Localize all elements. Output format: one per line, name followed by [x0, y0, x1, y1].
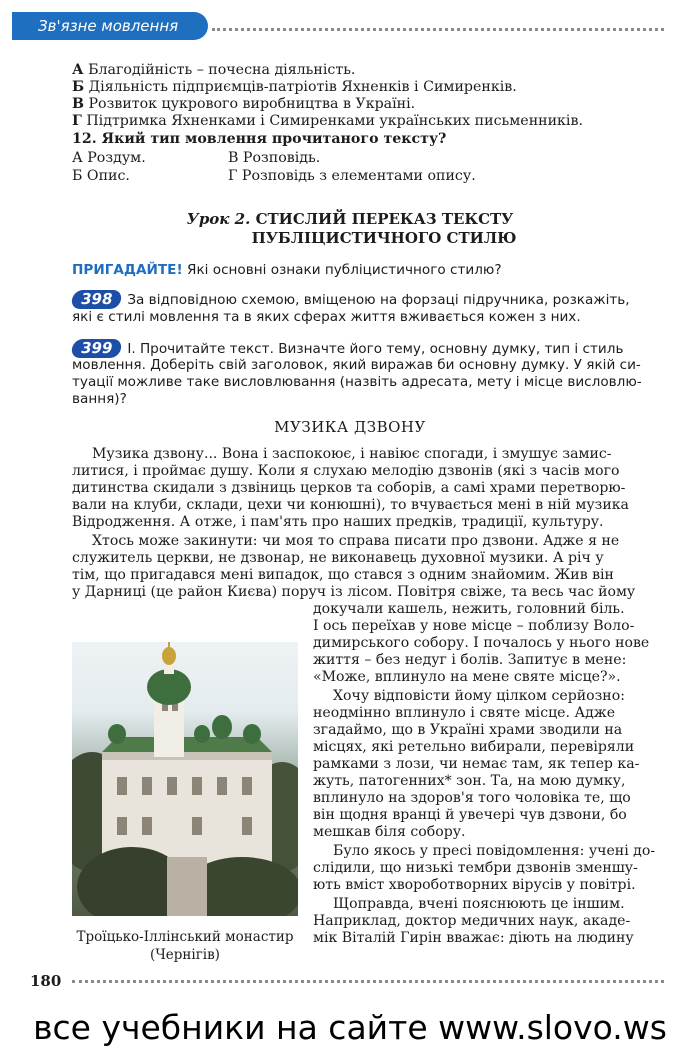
lesson-title-line1: Урок 2. СТИСЛИЙ ПЕРЕКАЗ ТЕКСТУ: [186, 210, 514, 228]
right-column-line: ють вміст хвороботворних вірусів у повітрі.: [313, 877, 636, 893]
exercise-399-line4: вання)?: [72, 391, 127, 407]
option-b: Б Діяльність підприємців-патріотів Яхненків і Симиренків.: [72, 79, 517, 95]
monastery-photo: [72, 642, 298, 916]
right-column-line: Хочу відповісти йому цілком серйозно:: [333, 688, 625, 704]
footer-dotted-rule: [72, 980, 664, 983]
remember-prompt: ПРИГАДАЙТЕ! Які основні ознаки публіцистичного стилю?: [72, 262, 502, 278]
right-column-line: Було якось у пресі повідомлення: учені до-: [333, 843, 656, 859]
right-column-line: Наприклад, доктор медичних наук, акаде-: [313, 913, 631, 929]
header-dotted-rule: [212, 28, 664, 31]
q12-option-b: Б Опис.: [72, 168, 130, 184]
exercise-399-line1: 399 І. Прочитайте текст. Визначте його тему, основну думку, тип і стиль: [72, 339, 623, 358]
photo-caption: Троїцько-Іллінський монастир (Чернігів): [76, 929, 294, 963]
para1-line: вали на клуби, склади, цехи чи конюшні), то вчувається мені в ній музика: [72, 497, 629, 513]
right-column-line: він щодня вранці й увечері чув дзвони, бо: [313, 807, 627, 823]
exercise-398-line1: 398 За відповідною схемою, вміщеною на форзаці підручника, розкажіть,: [72, 290, 630, 309]
para2-line: Хтось може закинути: чи моя то справа писати про дзвони. Адже я не: [92, 533, 620, 549]
exercise-398-number: 398: [70, 290, 123, 309]
text-title: МУЗИКА ДЗВОНУ: [274, 418, 426, 436]
right-column-line: згадаймо, що в Україні храми зводили на: [313, 722, 623, 738]
q12-option-g: Г Розповідь з елементами опису.: [228, 168, 476, 184]
option-a: А Благодійність – почесна діяльність.: [72, 62, 356, 78]
option-v: В Розвиток цукрового виробництва в Україні.: [72, 96, 416, 112]
right-column-line: І ось переїхав у нове місце – поблизу Воло-: [313, 618, 635, 634]
right-column-line: мешкав біля собору.: [313, 824, 466, 840]
para2-line: у Дарниці (це район Києва) поруч із лісом. Повітря свіже, та весь час йому: [72, 584, 636, 600]
right-column-line: слідили, що низькі тембри дзвонів зменшу-: [313, 860, 638, 876]
right-column-line: димирського собору. І почалось у нього нове: [313, 635, 650, 651]
right-column-line: мік Віталій Гирін вважає: діють на людину: [313, 930, 634, 946]
right-column-line: жуть, патогенних* зон. Та, на мою думку,: [313, 773, 626, 789]
exercise-399-number: 399: [70, 339, 123, 358]
right-column-line: рамками з лози, чи немає там, як тепер ка-: [313, 756, 640, 772]
section-header-band: [12, 12, 208, 40]
para2-line: служитель церкви, не дзвонар, не виконавець духовної музики. А річ у: [72, 550, 604, 566]
right-column-line: місцях, які ретельно вибирали, перевіряли: [313, 739, 635, 755]
right-column-line: Щоправда, вчені пояснюють це іншим.: [333, 896, 625, 912]
lesson-title-line2: ПУБЛІЦИСТИЧНОГО СТИЛЮ: [251, 229, 517, 247]
option-g: Г Підтримка Яхненками і Симиренками українських письменників.: [72, 113, 583, 129]
para1-line: Музика дзвону... Вона і заспокоює, і навіює спогади, і змушує замис-: [92, 446, 612, 462]
right-column-line: докучали кашель, нежить, головний біль.: [313, 601, 625, 617]
question-12: 12. Який тип мовлення прочитаного тексту?: [72, 131, 447, 147]
right-column-line: життя – без недуг і болів. Запитує в мене:: [313, 652, 627, 668]
monastery-illustration: [72, 642, 298, 916]
exercise-398-line2: які є стилі мовлення та в яких сферах життя вживається кожен з них.: [72, 309, 581, 325]
section-header-label: Зв'язне мовлення: [38, 17, 179, 35]
q12-option-a: А Роздум.: [72, 150, 146, 166]
exercise-399-line2: мовлення. Доберіть свій заголовок, який виражав би основну думку. У якій си-: [72, 357, 641, 373]
right-column-line: неодмінно вплинуло і святе місце. Адже: [313, 705, 616, 721]
para1-line: Відродження. А отже, і пам'ять про наших предків, традиції, культуру.: [72, 514, 604, 530]
exercise-399-line3: туації можливе таке висловлювання (назвіть адресата, мету і місце висловлю-: [72, 374, 642, 390]
page-number: 180: [30, 972, 62, 990]
para1-line: литися, і проймає душу. Коли я слухаю мелодію дзвонів (які з часів мого: [72, 463, 620, 479]
site-watermark: все учебники на сайте www.slovo.ws: [33, 1008, 667, 1047]
right-column-line: «Може, вплинуло на мене святе місце?».: [313, 669, 621, 685]
q12-option-v: В Розповідь.: [228, 150, 321, 166]
para1-line: дитинства скидали з дзвіниць церков та соборів, а самі храми перетворю-: [72, 480, 626, 496]
para2-line: тім, що пригадався мені випадок, що стався з одним знайомим. Жив він: [72, 567, 614, 583]
right-column-line: вплинуло на здоров'я того чоловіка те, що: [313, 790, 631, 806]
